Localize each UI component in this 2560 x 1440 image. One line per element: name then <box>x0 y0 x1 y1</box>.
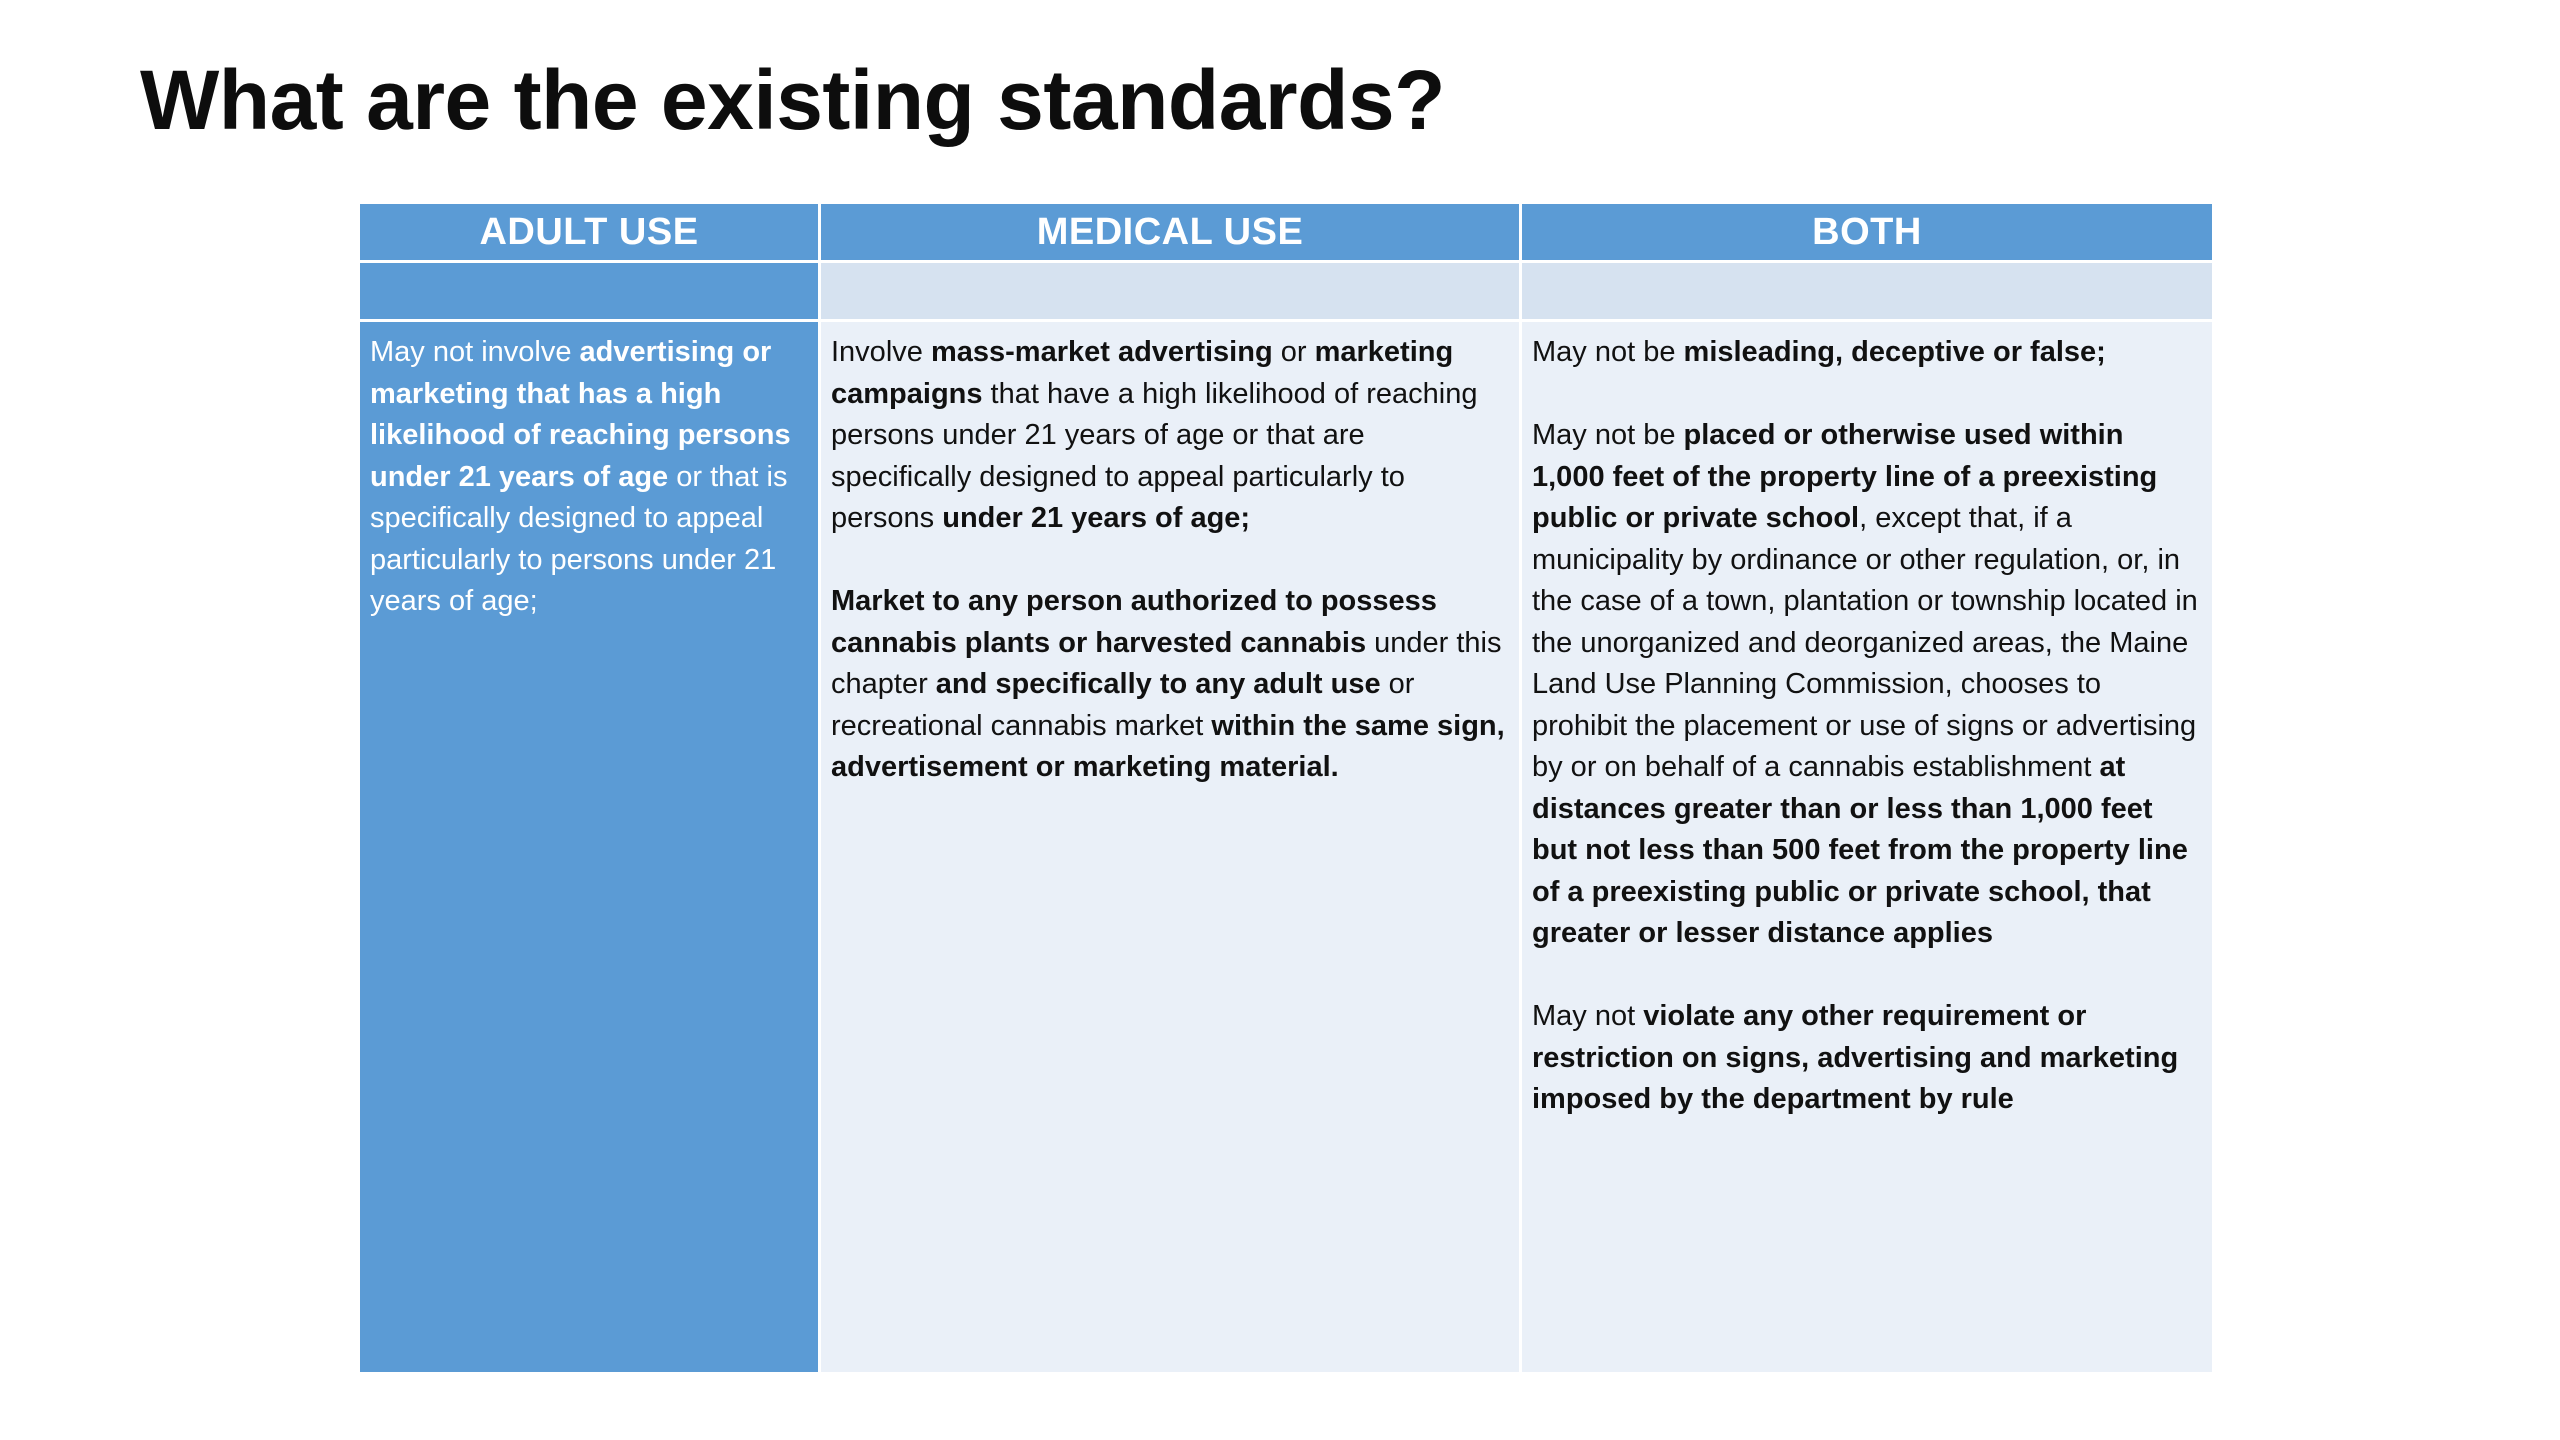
medical-use-cell <box>821 322 1519 1372</box>
medical-p1-text-2: or <box>1272 336 1315 368</box>
both-paragraph-2 <box>1532 415 2202 955</box>
both-p2-text-2: , except that, if a municipality by ordinance or other regulation, or, in the case of a town, plantation or township located in the unorganized and deorganized areas, the Maine Land Use Planning Commission, chooses to prohibit the placement or use of signs or advertising by or on behalf of a cannabis establishment <box>1532 502 2198 783</box>
adult-use-paragraph <box>370 332 808 623</box>
medical-p2-text-1: under this chapter <box>831 626 1502 700</box>
both-p3-bold-1: violate any other requirement or restriction on signs, advertising and marketing imposed by the department by rule <box>1532 1000 2179 1115</box>
header-medical-use: MEDICAL USE <box>821 204 1519 260</box>
adult-p1-text-1: May not involve <box>370 336 580 368</box>
medical-p2-bold-2: and specifically to any adult use <box>935 668 1381 700</box>
medical-p2-bold-3: within the same sign, advertisement or marketing material. <box>831 709 1505 783</box>
both-p2-bold-2: at distances greater than or less than 1,000 feet but not less than 500 feet from the property line of a preexisting public or private school, that greater or lesser distance applies <box>1532 751 2188 949</box>
medical-p2-bold-1: Market to any person authorized to possess cannabis plants or harvested cannabis <box>831 585 1437 659</box>
both-p1-text-1: May not be <box>1532 336 1684 368</box>
both-paragraph-1 <box>1532 332 2202 374</box>
medical-p1-text-3: that have a high likelihood of reaching persons under 21 years of age or that are specifically designed to appeal particularly to persons <box>831 377 1478 534</box>
both-cell <box>1522 322 2212 1372</box>
slide-title: What are the existing standards? <box>140 53 1445 147</box>
medical-p2-text-2: or recreational cannabis market <box>831 668 1415 742</box>
medical-use-paragraph-2 <box>831 581 1509 789</box>
adult-p1-bold-1: advertising or marketing that has a high likelihood of reaching persons under 21 years of age <box>370 336 791 493</box>
standards-table <box>360 204 2212 1378</box>
both-p2-bold-1: placed or otherwise used within 1,000 feet of the property line of a preexisting public or private school <box>1532 419 2158 534</box>
medical-use-paragraph-1 <box>831 332 1509 540</box>
medical-p1-text-1: Involve <box>831 336 931 368</box>
adult-use-cell <box>360 322 818 1372</box>
both-paragraph-3 <box>1532 996 2202 1121</box>
both-spacer-row <box>1522 263 2212 319</box>
adult-use-spacer-row <box>360 263 818 319</box>
header-both: BOTH <box>1522 204 2212 260</box>
both-p3-text-1: May not <box>1532 1000 1644 1032</box>
medical-p1-bold-3: under 21 years of age; <box>942 502 1251 534</box>
header-adult-use: ADULT USE <box>360 204 818 260</box>
medical-use-spacer-row <box>821 263 1519 319</box>
medical-p1-bold-2: marketing campaigns <box>831 336 1454 410</box>
both-p1-bold-1: misleading, deceptive or false; <box>1683 336 2106 368</box>
adult-p1-text-2: or that is specifically designed to appeal particularly to persons under 21 years of age; <box>370 460 788 617</box>
both-p2-text-1: May not be <box>1532 419 1684 451</box>
medical-p1-bold-1: mass-market advertising <box>930 336 1273 368</box>
